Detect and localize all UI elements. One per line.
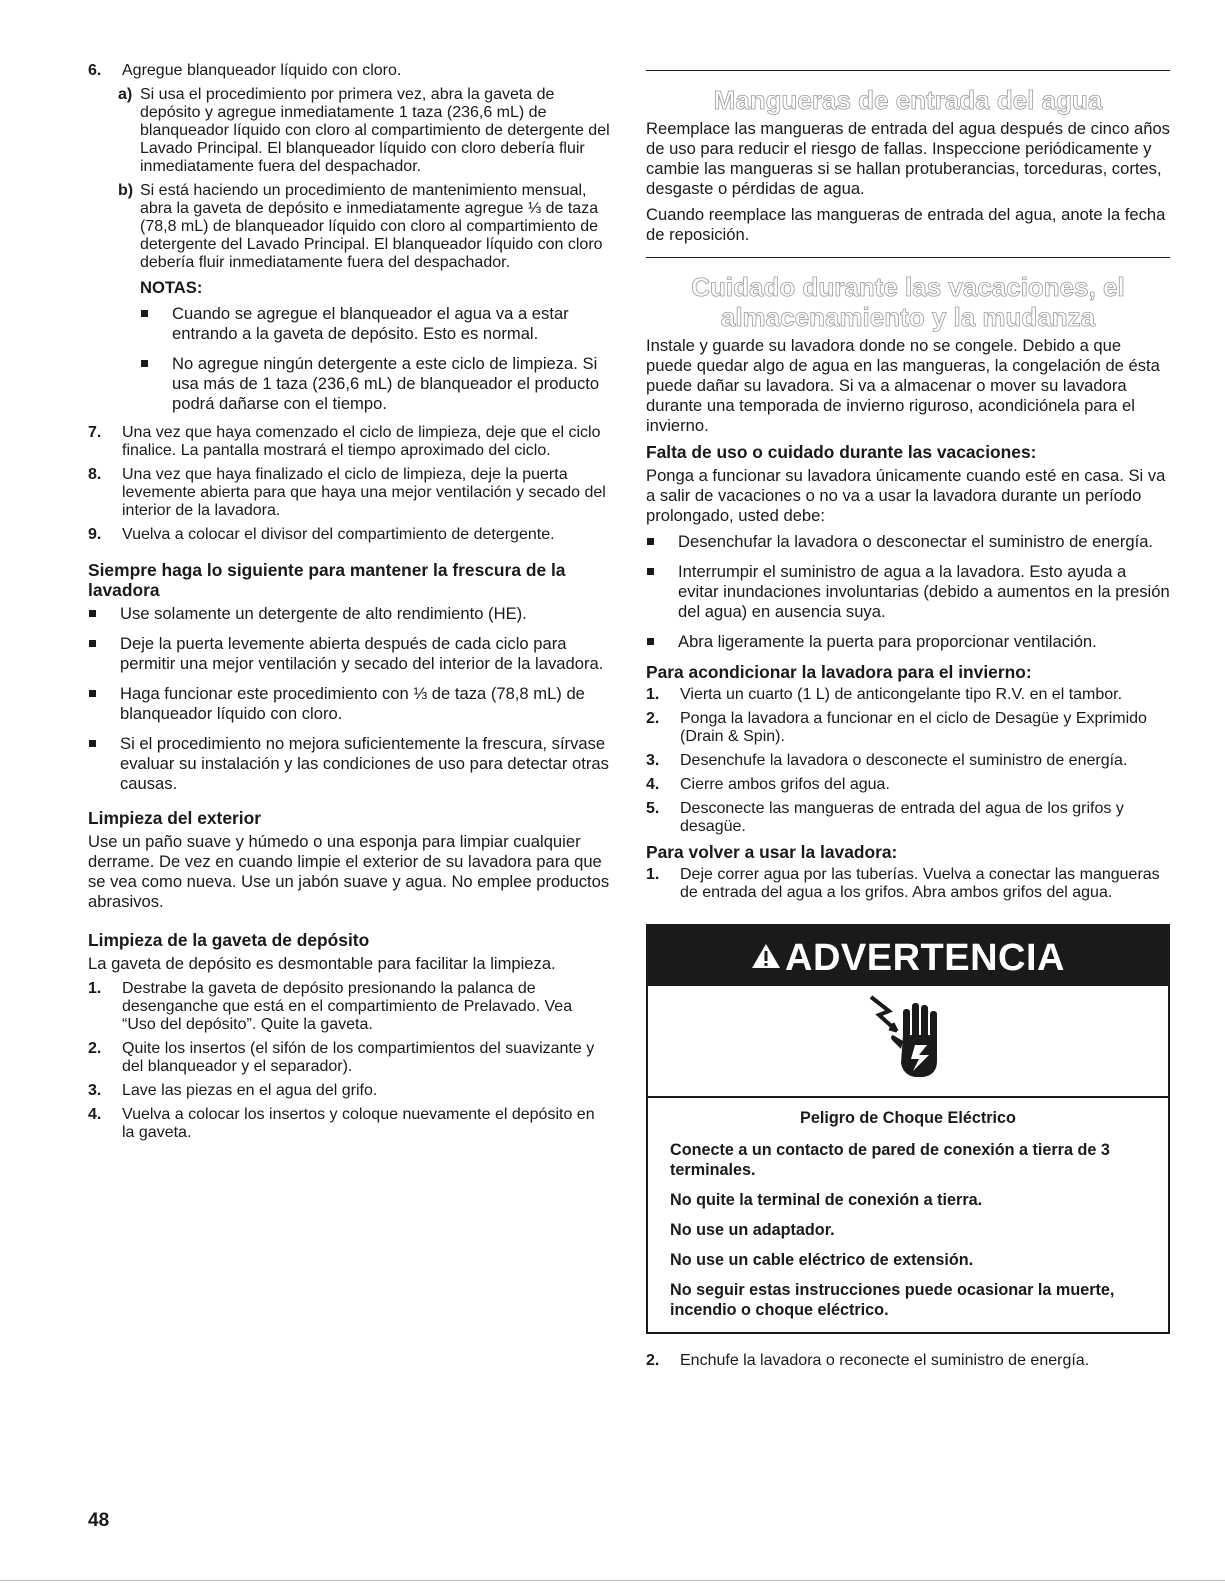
bullet-square-icon (89, 640, 96, 647)
drawer-text: La gaveta de depósito es desmontable para facilitar la limpieza. (88, 954, 556, 973)
winter-step-3: 3. Desenchufe la lavadora o desconecte el suministro de energía. (646, 752, 1128, 769)
section-divider (646, 257, 1170, 258)
warning-body (648, 1098, 1168, 1332)
reuse-step-1: 1. Deje correr agua por las tuberías. Vuelva a conectar las mangueras de entrada del agua a los grifos. Abra ambos grifos del agua. (646, 866, 1160, 901)
winter-step-5: 5. Desconecte las mangueras de entrada del agua de los grifos y desagüe. (646, 800, 1124, 835)
freshness-item: Deje la puerta levemente abierta después de cada ciclo para permitir una mejor ventilación y secado del interior de la lavadora. (88, 634, 610, 674)
step-6b: b) Si está haciendo un procedimiento de mantenimiento mensual, abra la gaveta de depósito e inmediatamente agregue ⅓ de taza (78,8 mL) de blanqueador líquido con cloro al compartimiento de detergente del Lavado Principal. El blanqueador líquido con cloro debería fluir inmediatamente fuera del despachador. (118, 182, 603, 271)
no-use-item: Interrumpir el suministro de agua a la lavadora. Esto ayuda a evitar inundaciones involuntarias (debido a aumentos en la presión del agua) en ausencia suya. (646, 562, 1170, 622)
step-6a: a) Si usa el procedimiento por primera vez, abra la gaveta de depósito y agregue inmediatamente 1 taza (236,6 mL) de blanqueador líquido con cloro al compartimiento de detergente del Lavado Principal. El blanqueador líquido con cloro debería fluir inmediatamente fuera del despachador. (118, 86, 610, 175)
bullet-square-icon (647, 568, 654, 575)
bullet-square-icon (141, 360, 148, 367)
electric-shock-hand-icon (863, 991, 953, 1092)
winter-heading: Para acondicionar la lavadora para el invierno: (646, 662, 1032, 682)
freshness-item: Haga funcionar este procedimiento con ⅓ de taza (78,8 mL) de blanqueador líquido con cloro. (88, 684, 610, 724)
vacation-title-line-2: almacenamiento y la mudanza (720, 302, 1096, 332)
freshness-item: Use solamente un detergente de alto rendimiento (HE). (88, 604, 610, 624)
warning-line: No use un adaptador. (670, 1221, 835, 1239)
bullet-square-icon (89, 690, 96, 697)
winter-step-2: 2. Ponga la lavadora a funcionar en el ciclo de Desagüe y Exprimido (Drain & Spin). (646, 710, 1147, 745)
bullet-square-icon (647, 538, 654, 545)
no-use-heading: Falta de uso o cuidado durante las vacaciones: (646, 442, 1037, 462)
freshness-item: Si el procedimiento no mejora suficientemente la frescura, sírvase evaluar su instalación y las condiciones de uso para detectar otras causas. (88, 734, 610, 794)
warning-header (648, 926, 1168, 986)
step-7: 7. Una vez que haya comenzado el ciclo de limpieza, deje que el ciclo finalice. La pantalla mostrará el tiempo aproximado del ciclo. (88, 424, 601, 459)
warning-line: No use un cable eléctrico de extensión. (670, 1251, 974, 1269)
warning-line: Conecte a un contacto de pared de conexión a tierra de 3 terminales. (670, 1141, 1110, 1179)
drawer-step-4: 4. Vuelva a colocar los insertos y coloque nuevamente el depósito en la gaveta. (88, 1106, 595, 1141)
right-column (646, 70, 1170, 1376)
note-item: No agregue ningún detergente a este ciclo de limpieza. Si usa más de 1 taza (236,6 mL) de blanqueador el producto podrá dañarse con el tiempo. (140, 354, 610, 414)
step-6: 6. Agregue blanqueador líquido con cloro. (88, 62, 402, 79)
vacation-title-line-1: Cuidado durante las vacaciones, el (691, 272, 1125, 302)
warning-line: No seguir estas instrucciones puede ocasionar la muerte, incendio o choque eléctrico. (670, 1281, 1115, 1319)
winter-step-1: 1. Vierta un cuarto (1 L) de anticongelante tipo R.V. en el tambor. (646, 686, 1123, 703)
warning-triangle-icon (751, 928, 781, 988)
notes-title: NOTAS: (140, 278, 203, 297)
drawer-step-1: 1. Destrabe la gaveta de depósito presionando la palanca de desenganche que está en el compartimiento de Prelavado. Vea “Uso del depósito”. Quite la gaveta. (88, 980, 573, 1033)
hoses-text-2: Cuando reemplace las mangueras de entrada del agua, anote la fecha de reposición. (646, 205, 1166, 244)
reuse-heading: Para volver a usar la lavadora: (646, 842, 898, 862)
no-use-text: Ponga a funcionar su lavadora únicamente cuando esté en casa. Si va a salir de vacaciones o no va a usar la lavadora durante un período prolongado, usted debe: (646, 466, 1166, 525)
exterior-text: Use un paño suave y húmedo o una esponja para limpiar cualquier derrame. De vez en cuando limpie el exterior de su lavadora para que se vea como nueva. Use un jabón suave y agua. No emplee productos abrasivos. (88, 832, 610, 911)
bullet-square-icon (89, 610, 96, 617)
winter-step-4: 4. Cierre ambos grifos del agua. (646, 776, 890, 793)
warning-line: No quite la terminal de conexión a tierra. (670, 1191, 983, 1209)
left-column (88, 62, 610, 1148)
bullet-square-icon (647, 638, 654, 645)
warning-box (646, 924, 1170, 1334)
page-number: 48 (88, 1510, 110, 1531)
warning-header-text: ADVERTENCIA (785, 936, 1065, 979)
step-9: 9. Vuelva a colocar el divisor del compartimiento de detergente. (88, 526, 555, 543)
hoses-title: Mangueras de entrada del agua (713, 85, 1103, 115)
warning-title: Peligro de Choque Eléctrico (800, 1109, 1016, 1127)
no-use-item: Abra ligeramente la puerta para proporcionar ventilación. (646, 632, 1170, 652)
drawer-step-2: 2. Quite los insertos (el sifón de los compartimientos del suavizante y del blanqueador y el separador). (88, 1040, 595, 1075)
reuse-step-2: 2. Enchufe la lavadora o reconecte el suministro de energía. (646, 1352, 1090, 1369)
no-use-item: Desenchufar la lavadora o desconectar el suministro de energía. (646, 532, 1170, 552)
note-item: Cuando se agregue el blanqueador el agua va a estar entrando a la gaveta de depósito. Esto es normal. (140, 304, 610, 344)
drawer-heading: Limpieza de la gaveta de depósito (88, 930, 370, 950)
bullet-square-icon (89, 740, 96, 747)
step-8: 8. Una vez que haya finalizado el ciclo de limpieza, deje la puerta levemente abierta para que haya una mejor ventilación y secado del interior de la lavadora. (88, 466, 606, 519)
vacation-text: Instale y guarde su lavadora donde no se congele. Debido a que puede quedar algo de agua en las mangueras, la congelación de ésta puede dañar su lavadora. Si va a almacenar o mover su lavadora durante una temporada de invierno riguroso, acondiciónela para el invierno. (646, 336, 1160, 435)
warning-icon-area (648, 986, 1168, 1098)
hoses-text-1: Reemplace las mangueras de entrada del agua después de cinco años de uso para reducir el riesgo de fallas. Inspeccione periódicamente y cambie las mangueras si se hallan protuberancias, torceduras, cortes, desgaste o pérdidas de agua. (646, 119, 1170, 198)
section-divider (646, 70, 1170, 71)
footer-divider (0, 1580, 1225, 1581)
exterior-heading: Limpieza del exterior (88, 808, 261, 828)
drawer-step-3: 3. Lave las piezas en el agua del grifo. (88, 1082, 378, 1099)
bullet-square-icon (141, 310, 148, 317)
freshness-heading: Siempre haga lo siguiente para mantener la frescura de la lavadora (88, 560, 566, 600)
